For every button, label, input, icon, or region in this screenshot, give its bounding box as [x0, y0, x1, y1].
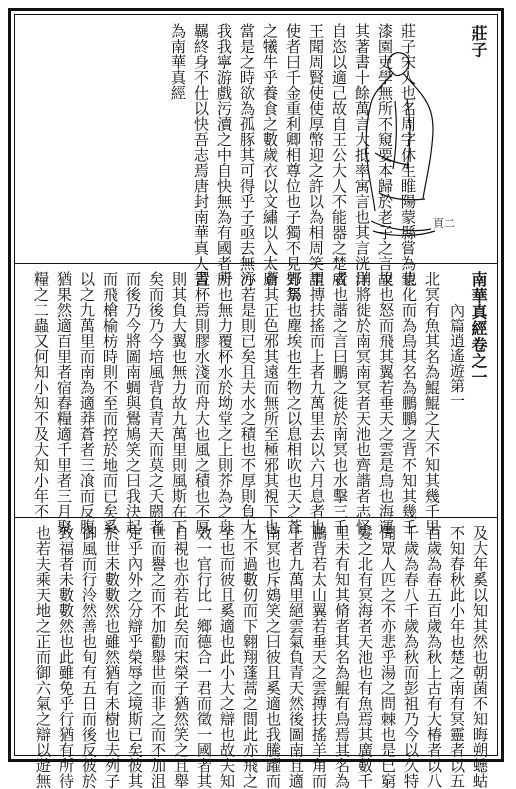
bottom-column-12: 至也而彼且奚適也此小大之辯也故夫知: [218, 525, 236, 789]
middle-band: [15, 263, 497, 535]
middle-column-4: 則將徙於南冥南冥者天池也齊諧者志怪: [354, 271, 372, 535]
middle-column-11: 置杯焉則膠水淺而舟大也風之積也不厚: [193, 271, 211, 535]
top-column-9: 我我寧游戲污瀆之中自快無為有國者所: [215, 23, 233, 287]
top-column-2: 漆園吏學無所不窺要本歸於老子之言故: [376, 23, 394, 287]
middle-column-6: 里摶扶搖而上者九萬里去以六月息者也: [308, 271, 326, 535]
middle-column-12: 則其負大翼也無力故九萬里則風斯在下: [170, 271, 188, 535]
middle-column-15: 而飛槍榆枋時則不至而控於地而已矣奚: [101, 271, 119, 535]
bottom-column-16: 定乎內外之分辯乎榮辱之境斯已矣彼其: [126, 525, 144, 789]
middle-column-14: 而後乃今將圖南蜩與鷽鳩笑之曰我決起: [124, 271, 142, 535]
top-band: [15, 15, 497, 302]
middle-column-16: 以之九萬里而南為適莽蒼者三飡而反腹: [78, 271, 96, 535]
top-column-4: 自恣以適己故自王公大人不能器之楚威: [330, 23, 348, 287]
bottom-column-17: 於世未數數然也雖然猶有未樹也夫列子: [103, 525, 121, 789]
bottom-column-2: 不知春秋此小年也楚之南有冥靈者以五: [448, 525, 466, 789]
bottom-column-4: 千歲為春八千歲為秋而彭祖乃今以久特: [402, 525, 420, 789]
bottom-column-18: 御風而行泠然善也旬有五日而後反彼於: [80, 525, 98, 789]
bottom-column-11: 上不過數仞而下翱翔蓬蒿之間此亦飛之: [241, 525, 259, 789]
folio-mark: 頁二: [433, 217, 455, 230]
middle-column-1: 北冥有魚其名為鯤鯤之大不知其幾千里: [423, 271, 441, 535]
bottom-column-6: 髮之北有冥海者天池也有魚焉其廣數千: [356, 525, 374, 789]
top-column-10: 羈終身不仕以快吾志焉唐封南華真人書: [192, 23, 210, 287]
bottom-column-3: 百歲為春五百歲為秋上古有大椿者以八: [425, 525, 443, 789]
middle-column-7: 野馬也塵埃也生物之以息相吹也天之蒼: [285, 271, 303, 535]
top-column-6: 使者曰千金重利卿相尊位也子獨不見郊祭: [284, 23, 302, 302]
bottom-column-15: 世而譽之而不加勸舉世而非之而不加沮: [149, 525, 167, 789]
middle-column-2: 也化而為鳥其名為鵬鵬之背不知其幾千: [400, 271, 418, 535]
bottom-column-1: 及大年奚以知其然也朝菌不知晦朔蟪蛄: [471, 525, 489, 789]
middle-column-18: 糧之二蟲又何知小知不及大知小年不: [32, 271, 50, 519]
bottom-column-13: 效一官行比一鄉德合一君而徵一國者其: [195, 525, 213, 789]
middle-column-13: 矣而後乃今培風背負青天而莫之夭閼者: [147, 271, 165, 535]
top-column-11: 為南華真經: [169, 23, 187, 101]
bottom-band: [15, 517, 497, 789]
top-column-8: 當是之時欲為孤豚其可得乎子亟去無污: [238, 23, 256, 287]
middle-column-9: 亦若是則已矣且夫水之積也不厚則負大: [239, 271, 257, 535]
chapter-title: 內篇逍遙遊第一: [448, 303, 466, 408]
middle-column-10: 舟也無力覆杯水於坳堂之上則芥為之舟: [216, 271, 234, 535]
top-column-5: 王聞周賢使使厚幣迎之許以為相周笑謂: [307, 23, 325, 287]
middle-column-5: 者也諧之言曰鵬之徙於南冥也水擊三千: [331, 271, 349, 535]
page-frame: [8, 8, 504, 789]
middle-column-17: 猶果然適百里者宿舂糧適千里者三月聚: [55, 271, 73, 535]
bottom-column-14: 自視也亦若此矣而宋榮子猶然笑之且舉: [172, 525, 190, 789]
bottom-column-9: 上者九萬里絕雲氣負青天然後圖南且適: [287, 525, 305, 789]
top-column-7: 之犧牛乎養食之數歲衣以文繡以入太廟: [261, 23, 279, 287]
bottom-column-20: 也若夫乘天地之正而御六氣之辯以遊無: [34, 525, 52, 789]
top-column-1: 莊子宋人也名周字休生睢陽蒙縣嘗為蒙: [399, 23, 417, 287]
middle-column-3: 里也怒而飛其翼若垂天之雲是鳥也海運: [377, 271, 395, 535]
top-title: 莊子: [469, 25, 488, 58]
middle-column-8: 蒼其正色邪其遠而無所至極邪其視下也: [262, 271, 280, 535]
bottom-column-7: 里未有知其脩者其名為鯤有鳥焉其名為: [333, 525, 351, 789]
bottom-column-8: 鵬背若太山翼若垂天之雲摶扶搖羊角而: [310, 525, 328, 789]
book-title: 南華真經卷之一: [469, 271, 488, 386]
bottom-column-19: 致福者未數數然也此雖免乎行猶有所待: [57, 525, 75, 789]
inner-frame: [14, 14, 498, 789]
top-column-3: 其著書十餘萬言大抵率寓言也其言洸洋: [353, 23, 371, 287]
bottom-column-10: 南冥也斥鴳笑之曰彼且奚適也我騰躍而: [264, 525, 282, 789]
bottom-column-5: 聞眾人匹之不亦悲乎湯之問棘也是已窮: [379, 525, 397, 789]
